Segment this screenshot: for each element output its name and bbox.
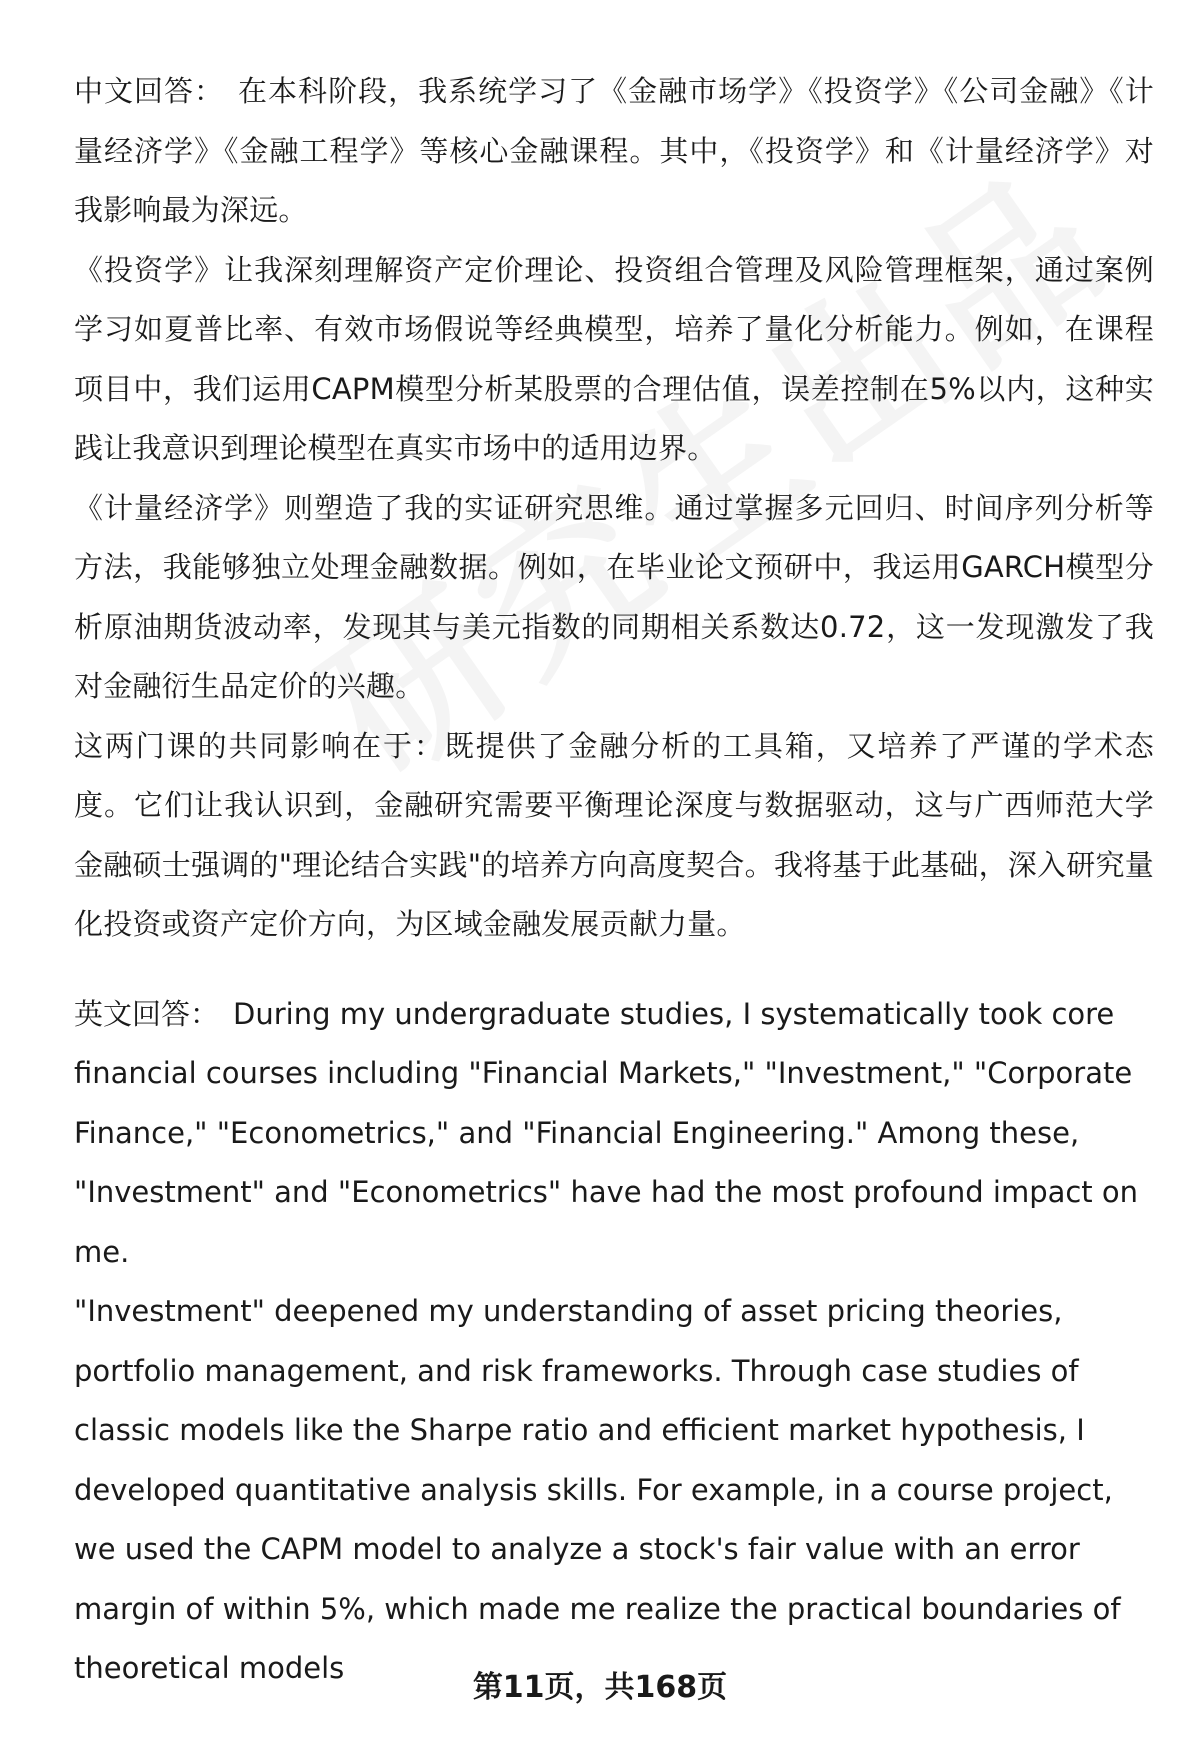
english-paragraph-1 bbox=[74, 985, 1154, 1283]
english-answer-label: 英文回答： bbox=[74, 996, 220, 1031]
section-gap bbox=[74, 955, 1154, 985]
chinese-paragraph-2: 《投资学》让我深刻理解资产定价理论、投资组合管理及风险管理框架，通过案例学习如夏普比率、有效市场假说等经典模型，培养了量化分析能力。例如，在课程项目中，我们运用CAPM模型分析某股票的合理估值，误差控制在5%以内，这种实践让我意识到理论模型在真实市场中的适用边界。 bbox=[74, 252, 1154, 465]
chinese-paragraph-1-text: 在本科阶段，我系统学习了《金融市场学》《投资学》《公司金融》《计量经济学》《金融工程学》等核心金融课程。其中，《投资学》和《计量经济学》对我影响最为深远。 bbox=[74, 74, 1154, 227]
page-number: 第11页，共168页 bbox=[472, 1670, 728, 1705]
chinese-paragraph-3: 《计量经济学》则塑造了我的实证研究思维。通过掌握多元回归、时间序列分析等方法，我能够独立处理金融数据。例如，在毕业论文预研中，我运用GARCH模型分析原油期货波动率，发现其与美元指数的同期相关系数达0.72，这一发现激发了我对金融衍生品定价的兴趣。 bbox=[74, 490, 1154, 703]
document-body bbox=[74, 62, 1154, 1699]
chinese-paragraph-4: 这两门课的共同影响在于：既提供了金融分析的工具箱，又培养了严谨的学术态度。它们让我认识到，金融研究需要平衡理论深度与数据驱动，这与广西师范大学金融硕士强调的"理论结合实践"的培养方向高度契合。我将基于此基础，深入研究量化投资或资产定价方向，为区域金融发展贡献力量。 bbox=[74, 728, 1154, 941]
chinese-paragraph-1 bbox=[74, 62, 1154, 241]
english-paragraph-2: "Investment" deepened my understanding of asset pricing theories, portfolio management, and risk frameworks. Through case studies of classic models like the Sharpe ratio and efficient market hypothesis, I developed quantitative analysis skills. For example, in a course project, we used the CAPM model to analyze a stock's fair value with an error margin of within 5%, which made me realize the practical boundaries of theoretical models bbox=[74, 1294, 1121, 1685]
english-answer-section bbox=[74, 985, 1154, 1699]
chinese-answer-label: 中文回答： bbox=[74, 74, 225, 108]
chinese-answer-section bbox=[74, 62, 1154, 955]
english-paragraph-1-text: During my undergraduate studies, I systematically took core financial courses including "Financial Markets," "Investment," "Corporate Finance," "Econometrics," and "Financial Engineering." Among these, "Investment" and "Econometrics" have had the most profound impact on me. bbox=[74, 996, 1139, 1269]
